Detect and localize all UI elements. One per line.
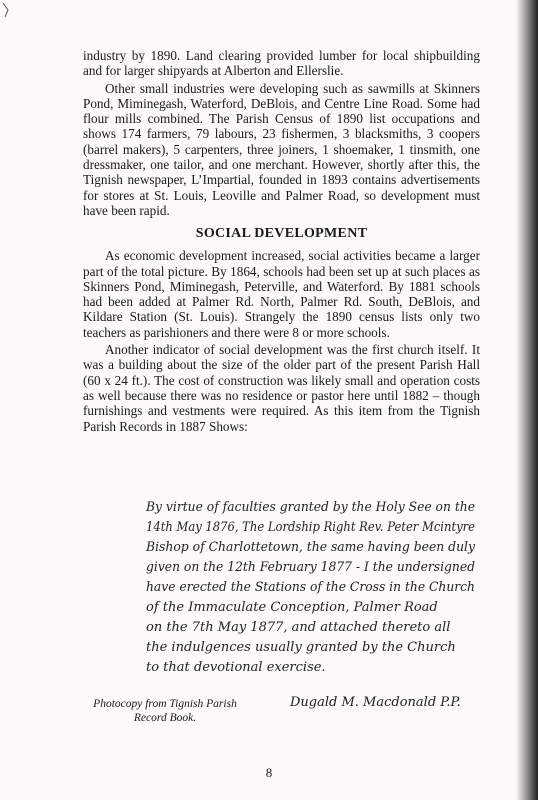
manuscript-line: have erected the Stations of the Cross in the Church [146,580,475,595]
manuscript-signature: Dugald M. Macdonald P.P. [290,695,461,710]
manuscript-line: Bishop of Charlottetown, the same having been duly [145,540,476,555]
body-text [83,48,480,434]
manuscript-line: 14th May 1876, The Lordship Right Rev. Peter Mcintyre [146,520,476,535]
section-heading: SOCIAL DEVELOPMENT [195,226,368,242]
paragraph-first-church: Another indicator of social development was the first church itself. It was a building about the size of the older part of the present Parish Hall (60 x 24 ft.). The cost of construction was likely small and operation costs as well because there was no residence or pastor here until 1882 – though furnishings and vestments were required. As this item from the Tignish Parish Records in 1887 Shows: [83,342,480,434]
paragraph-continuation: industry by 1890. Land clearing provided lumber for local shipbuilding and for larger shipyards at Alberton and Ellerslie. [83,48,480,79]
page-number: 8 [265,765,273,780]
image-caption: Photocopy from Tignish Parish Record Book. [93,698,237,724]
manuscript-line: to that devotional exercise. [146,660,326,675]
manuscript-line: on the 7th May 1877, and attached thereto all [146,620,451,635]
paragraph-small-industries: Other small industries were developing such as sawmills at Skinners Pond, Miminegash, Waterford, DeBlois, and Centre Line Road. Some had flour mills combined. The Parish Census of 1890 list occupations and shows 174 farmers, 79 labours, 23 fishermen, 3 blacksmiths, 3 coopers (barrel makers), 5 carpenters, three joiners, 1 shoemaker, 1 tinsmith, one dressmaker, one tailor, and one merchant. However, shortly after this, the Tignish newspaper, L’Impartial, founded in 1893 contains advertisements for stores at St. Louis, Leoville and Palmer Road, so development must have been rapid. [83,80,480,218]
manuscript-line: of the Immaculate Conception, Palmer Road [146,600,438,615]
manuscript-line: given on the 12th February 1877 - I the undersigned [146,560,475,575]
corner-mark [2,2,12,18]
paragraph-schools: As economic development increased, social activities became a larger part of the total picture. By 1864, schools had been set up at such places as Skinners Pond, Miminegash, Peterville, and Waterford. By 1881 schools had been added at Palmer Rd. North, Palmer Rd. South, DeBlois, and Kildare Station (St. Louis). Strangely the 1890 census lists only two teachers as parishioners and there were 8 or more schools. [83,248,480,340]
page-edge-shadow [516,0,538,800]
manuscript-line: By virtue of faculties granted by the Holy See on the [145,500,476,515]
manuscript-line: the indulgences usually granted by the Church [146,640,456,655]
